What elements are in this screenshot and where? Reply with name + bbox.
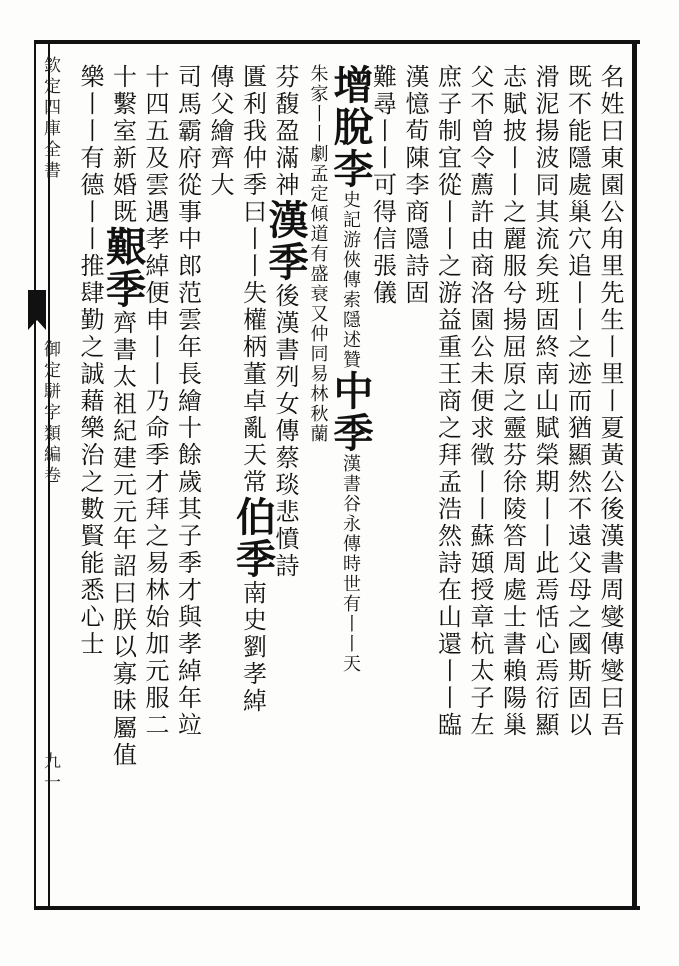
annotation-text: 史記游俠傳索隱述贊: [340, 190, 361, 370]
entry-headword: 艱季: [99, 226, 147, 310]
entry-headword: 伯季: [229, 496, 277, 580]
body-text: 十繫室新婚既: [108, 64, 137, 226]
body-text: 後漢書列女傳蔡琰悲憤詩: [271, 283, 299, 580]
top-border: [34, 40, 640, 44]
text-column: [592, 64, 628, 739]
text-column: [560, 64, 596, 739]
annotation-text: 漢書谷永傳時世有丨丨天: [340, 454, 361, 674]
left-border: [34, 40, 36, 910]
body-text: 芬馥盈滿神: [271, 64, 299, 199]
text-column: [397, 64, 433, 307]
text-column: [527, 64, 563, 739]
body-text: 曰丨丨失權柄董卓亂天常: [238, 199, 267, 496]
text-column: [430, 64, 466, 739]
body-text: 名姓曰東園公甪里先生丨里丨夏黃公後漢書周燮傳燮曰吾: [596, 64, 624, 739]
fish-tail-mark-icon: [28, 290, 46, 330]
body-text: 匱利我仲季: [238, 64, 267, 199]
body-text: 滑泥揚波同其流矣班固終南山賦榮期丨丨此焉恬心焉衍顯: [531, 64, 559, 739]
body-text: 傳父繪齊大: [206, 64, 234, 199]
body-text: 丨丨推肆勤之誠藉樂治之數賢能悉心士: [76, 199, 104, 658]
text-column: [137, 64, 173, 739]
margin-page-number: 九一: [40, 752, 60, 794]
body-text: 庶子制宜從丨丨之游益重王商之拜孟浩然詩在山還丨丨臨: [433, 64, 462, 739]
entry-headword: 中季: [327, 370, 374, 454]
body-text: 漢憶荀陳李商隱詩固: [401, 64, 429, 307]
annotation-text: 朱家丨丨劇孟定傾: [307, 64, 329, 224]
text-column: [72, 64, 108, 658]
body-text: 南史劉孝綽: [238, 580, 267, 715]
bottom-border: [34, 906, 640, 910]
body-text: 志賦披丨丨之麗服兮揚屈原之靈芬徐陵答周處士書賴陽巢: [498, 64, 527, 739]
margin-top-label: 欽定四庫全書: [40, 56, 60, 182]
text-column: [202, 64, 238, 199]
entry-headword: 增脫李: [327, 64, 374, 190]
body-text: 父不曾令薦許由商洛園公未便求徵丨丨蘇頲授章杭太子左: [466, 64, 494, 739]
body-text: 齊書太祖紀建元元年詔曰朕以寡昧屬值: [108, 310, 137, 769]
body-text: 難尋丨丨可得信張儀: [368, 64, 397, 307]
entry-headword: 漢季: [262, 199, 309, 283]
text-column: [462, 64, 498, 739]
text-column: [495, 64, 531, 739]
body-text: 十四五及雲遇孝綽便申丨丨乃命季才拜之易林始加元服二: [141, 64, 169, 739]
right-border: [632, 40, 637, 910]
text-column: [170, 64, 206, 739]
margin-side-label: 御定駢字類編卷: [40, 340, 60, 487]
text-column: [327, 64, 374, 674]
body-text: 司馬霸府從事中郎范雲年長繪十餘歲其子季才與孝綽年竝: [173, 64, 202, 739]
text-column: [229, 64, 277, 715]
text-column: [99, 64, 147, 769]
annotation-text: 道有盛衰又仲同易林秋蘭: [307, 224, 329, 444]
body-text: 樂丨丨有德: [76, 64, 104, 199]
body-text: 既不能隱處巢穴追丨丨之迹而猶顯然不遠父母之國斯固以: [563, 64, 592, 739]
